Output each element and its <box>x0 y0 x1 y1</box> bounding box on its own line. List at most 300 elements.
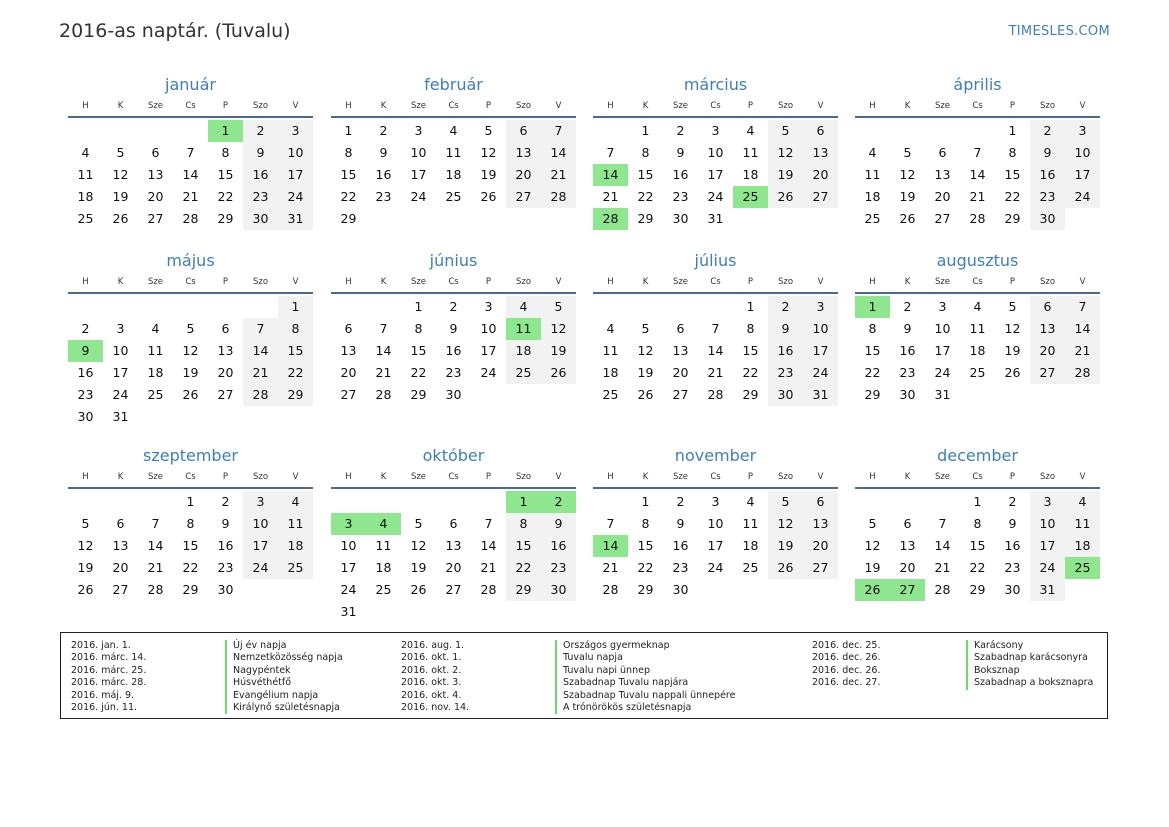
day-cell: 21 <box>375 365 392 380</box>
legend-date: 2016. dec. 26. <box>812 652 881 664</box>
legend-column <box>71 640 391 714</box>
day-cell: 17 <box>243 535 278 557</box>
weekday-label: P <box>747 101 754 111</box>
weekday-label: K <box>380 277 387 287</box>
holiday-day-cell: 3 <box>331 513 366 535</box>
day-cell: 24 <box>340 582 357 597</box>
day-cell: 4 <box>746 123 755 138</box>
day-cell: 14 <box>969 167 986 182</box>
legend-row <box>71 665 391 677</box>
day-cell: 24 <box>480 365 497 380</box>
holiday-day-cell: 1 <box>506 491 541 513</box>
day-cell: 2 <box>379 123 388 138</box>
weekday-label: H <box>607 472 614 482</box>
day-cell: 25 <box>864 211 881 226</box>
day-cell: 8 <box>1008 145 1017 160</box>
day-cell: 25 <box>506 362 541 384</box>
weekday-label: P <box>485 472 492 482</box>
day-cell: 10 <box>340 538 357 553</box>
day-cell: 31 <box>340 604 357 619</box>
empty-cell <box>103 491 138 513</box>
holiday-day-cell: 25 <box>733 186 768 208</box>
day-cell: 28 <box>707 387 724 402</box>
day-cell: 17 <box>934 343 951 358</box>
day-cell: 20 <box>803 535 838 557</box>
empty-cell <box>698 296 733 318</box>
legend-row <box>71 690 391 702</box>
weekday-label: K <box>904 472 911 482</box>
empty-cell <box>138 296 173 318</box>
day-cell: 26 <box>768 557 803 579</box>
day-cell: 15 <box>1004 167 1021 182</box>
day-cell: 8 <box>641 516 650 531</box>
day-cell: 19 <box>182 365 199 380</box>
day-cell: 28 <box>934 582 951 597</box>
day-grid <box>68 491 313 601</box>
weekday-label: H <box>82 472 89 482</box>
day-cell: 30 <box>243 208 278 230</box>
day-cell: 6 <box>676 321 685 336</box>
weekday-label: V <box>555 472 562 482</box>
day-cell: 28 <box>182 211 199 226</box>
day-cell: 31 <box>1030 579 1065 601</box>
header-divider <box>331 487 576 489</box>
month-title: május <box>166 251 215 270</box>
day-cell: 3 <box>243 491 278 513</box>
day-cell: 4 <box>1065 491 1100 513</box>
day-cell: 1 <box>641 123 650 138</box>
legend-date: 2016. jan. 1. <box>71 640 131 651</box>
day-cell: 4 <box>746 494 755 509</box>
day-cell: 15 <box>969 538 986 553</box>
day-cell: 22 <box>742 365 759 380</box>
day-cell: 30 <box>445 387 462 402</box>
weekday-label: H <box>82 277 89 287</box>
day-cell: 12 <box>77 538 94 553</box>
empty-cell <box>628 296 663 318</box>
legend-holiday-name: Nagypéntek <box>225 665 291 677</box>
day-cell: 27 <box>217 387 234 402</box>
brand-link[interactable]: TIMESLES.COM <box>1008 24 1110 39</box>
legend-holiday-name: Tuvalu napi ünnep <box>555 665 650 677</box>
day-cell: 10 <box>707 516 724 531</box>
day-cell: 3 <box>1030 491 1065 513</box>
weekday-label: Szo <box>252 277 269 287</box>
day-cell: 5 <box>484 123 493 138</box>
day-cell: 10 <box>707 145 724 160</box>
weekday-label: Szo <box>777 277 794 287</box>
weekday-label: Sze <box>410 472 427 482</box>
weekday-header <box>68 471 313 484</box>
day-cell: 13 <box>506 142 541 164</box>
day-cell: 19 <box>410 560 427 575</box>
day-cell: 21 <box>147 560 164 575</box>
weekday-label: Cs <box>448 277 459 287</box>
legend-holiday-name: Karácsony <box>966 640 1023 652</box>
day-cell: 18 <box>375 560 392 575</box>
legend-holiday-name: Nemzetközösség napja <box>225 652 343 664</box>
day-cell: 30 <box>541 579 576 601</box>
weekday-label: V <box>292 277 299 287</box>
legend-date: 2016. dec. 25. <box>812 640 881 651</box>
weekday-label: P <box>222 472 229 482</box>
day-cell: 8 <box>221 145 230 160</box>
weekday-label: K <box>117 472 124 482</box>
day-cell: 6 <box>344 321 353 336</box>
day-cell: 18 <box>602 365 619 380</box>
month-title: június <box>429 251 478 270</box>
day-cell: 17 <box>480 343 497 358</box>
weekday-label: K <box>642 277 649 287</box>
day-cell: 11 <box>864 167 881 182</box>
day-cell: 12 <box>182 343 199 358</box>
day-grid <box>331 120 576 230</box>
day-cell: 6 <box>151 145 160 160</box>
day-cell: 6 <box>803 120 838 142</box>
legend-holiday-name: Szabadnap Tuvalu nappali ünnepére <box>555 690 735 702</box>
day-cell: 2 <box>768 296 803 318</box>
day-grid <box>593 296 838 406</box>
day-cell: 25 <box>969 365 986 380</box>
day-cell: 19 <box>112 189 129 204</box>
day-cell: 28 <box>480 582 497 597</box>
weekday-header <box>68 100 313 113</box>
weekday-label: H <box>607 277 614 287</box>
weekday-label: Szo <box>1039 472 1056 482</box>
day-cell: 8 <box>344 145 353 160</box>
day-cell: 18 <box>742 538 759 553</box>
holiday-day-cell: 14 <box>593 535 628 557</box>
weekday-label: V <box>1079 277 1086 287</box>
day-cell: 7 <box>151 516 160 531</box>
day-cell: 3 <box>116 321 125 336</box>
legend-date: 2016. márc. 25. <box>71 664 147 676</box>
day-cell: 7 <box>243 318 278 340</box>
day-cell: 9 <box>221 516 230 531</box>
day-cell: 22 <box>506 557 541 579</box>
day-cell: 16 <box>1030 164 1065 186</box>
day-cell: 2 <box>449 299 458 314</box>
day-cell: 3 <box>1065 120 1100 142</box>
day-cell: 7 <box>541 120 576 142</box>
empty-cell <box>890 120 925 142</box>
day-grid <box>331 491 576 623</box>
day-cell: 13 <box>445 538 462 553</box>
day-cell: 23 <box>1004 560 1021 575</box>
day-cell: 26 <box>541 362 576 384</box>
day-cell: 14 <box>182 167 199 182</box>
empty-cell <box>960 120 995 142</box>
day-cell: 1 <box>414 299 423 314</box>
day-cell: 7 <box>1065 296 1100 318</box>
weekday-label: K <box>904 101 911 111</box>
header-divider <box>68 116 313 118</box>
weekday-label: V <box>817 277 824 287</box>
legend-holiday-name: Királynő születésnapja <box>225 702 340 714</box>
day-cell: 23 <box>899 365 916 380</box>
legend-row <box>401 702 721 714</box>
empty-cell <box>436 491 471 513</box>
legend-date: 2016. márc. 28. <box>71 677 147 689</box>
day-cell: 31 <box>803 384 838 406</box>
day-cell: 25 <box>278 557 313 579</box>
day-cell: 23 <box>217 560 234 575</box>
day-cell: 18 <box>506 340 541 362</box>
empty-cell <box>138 120 173 142</box>
day-cell: 23 <box>375 189 392 204</box>
day-cell: 17 <box>278 164 313 186</box>
legend-row <box>812 677 1132 689</box>
day-cell: 11 <box>742 145 759 160</box>
day-cell: 24 <box>410 189 427 204</box>
empty-cell <box>593 296 628 318</box>
holiday-day-cell: 1 <box>208 120 243 142</box>
day-cell: 24 <box>1030 557 1065 579</box>
weekday-label: P <box>222 277 229 287</box>
day-cell: 18 <box>445 167 462 182</box>
weekday-label: P <box>485 277 492 287</box>
day-cell: 18 <box>278 535 313 557</box>
header-divider <box>855 292 1100 294</box>
day-grid <box>593 491 838 601</box>
month-title: február <box>424 75 483 94</box>
day-cell: 11 <box>375 538 392 553</box>
weekday-label: V <box>292 101 299 111</box>
day-cell: 26 <box>480 189 497 204</box>
day-cell: 5 <box>81 516 90 531</box>
day-cell: 2 <box>676 123 685 138</box>
legend-row <box>812 640 1132 652</box>
day-cell: 1 <box>186 494 195 509</box>
day-cell: 11 <box>602 343 619 358</box>
day-cell: 5 <box>903 145 912 160</box>
day-cell: 18 <box>969 343 986 358</box>
weekday-label: V <box>1079 472 1086 482</box>
day-cell: 16 <box>1004 538 1021 553</box>
day-cell: 15 <box>278 340 313 362</box>
day-cell: 24 <box>803 362 838 384</box>
weekday-label: Cs <box>972 101 983 111</box>
day-cell: 10 <box>803 318 838 340</box>
month-3 <box>593 75 838 230</box>
weekday-label: V <box>1079 101 1086 111</box>
day-cell: 31 <box>707 211 724 226</box>
day-cell: 5 <box>768 120 803 142</box>
day-cell: 1 <box>973 494 982 509</box>
weekday-label: P <box>222 101 229 111</box>
empty-cell <box>855 120 890 142</box>
day-cell: 12 <box>768 513 803 535</box>
day-cell: 21 <box>602 189 619 204</box>
day-cell: 20 <box>506 164 541 186</box>
weekday-label: Szo <box>1039 277 1056 287</box>
weekday-label: Szo <box>777 472 794 482</box>
day-cell: 19 <box>864 560 881 575</box>
month-5 <box>68 251 313 428</box>
day-cell: 20 <box>899 560 916 575</box>
day-cell: 9 <box>541 513 576 535</box>
day-cell: 13 <box>217 343 234 358</box>
day-cell: 29 <box>217 211 234 226</box>
day-cell: 9 <box>676 145 685 160</box>
day-cell: 14 <box>375 343 392 358</box>
day-cell: 26 <box>899 211 916 226</box>
legend-holiday-name: Boksznap <box>966 665 1020 677</box>
legend-row <box>71 702 391 714</box>
day-cell: 27 <box>445 582 462 597</box>
weekday-header <box>593 471 838 484</box>
day-cell: 8 <box>641 145 650 160</box>
day-cell: 4 <box>506 296 541 318</box>
day-cell: 7 <box>938 516 947 531</box>
day-cell: 2 <box>243 120 278 142</box>
day-cell: 7 <box>484 516 493 531</box>
day-cell: 17 <box>803 340 838 362</box>
day-cell: 17 <box>340 560 357 575</box>
empty-cell <box>925 491 960 513</box>
day-cell: 28 <box>969 211 986 226</box>
day-cell: 22 <box>637 560 654 575</box>
legend-column <box>812 640 1132 690</box>
weekday-label: V <box>817 472 824 482</box>
day-cell: 16 <box>768 340 803 362</box>
day-cell: 22 <box>864 365 881 380</box>
day-cell: 16 <box>243 164 278 186</box>
holiday-day-cell: 26 <box>855 579 890 601</box>
day-cell: 25 <box>77 211 94 226</box>
day-cell: 10 <box>410 145 427 160</box>
empty-cell <box>331 491 366 513</box>
day-grid <box>68 120 313 230</box>
month-title: október <box>422 446 485 465</box>
weekday-label: K <box>117 101 124 111</box>
empty-cell <box>593 491 628 513</box>
empty-cell <box>68 296 103 318</box>
day-cell: 10 <box>112 343 129 358</box>
empty-cell <box>366 296 401 318</box>
day-cell: 23 <box>541 557 576 579</box>
day-cell: 19 <box>77 560 94 575</box>
weekday-header <box>855 100 1100 113</box>
day-cell: 12 <box>480 145 497 160</box>
empty-cell <box>925 120 960 142</box>
day-cell: 31 <box>112 409 129 424</box>
weekday-label: Cs <box>185 101 196 111</box>
weekday-label: H <box>869 101 876 111</box>
day-cell: 12 <box>864 538 881 553</box>
day-grid <box>593 120 838 230</box>
header-divider <box>593 292 838 294</box>
weekday-label: K <box>380 472 387 482</box>
day-cell: 25 <box>445 189 462 204</box>
holiday-day-cell: 2 <box>541 491 576 513</box>
day-cell: 13 <box>340 343 357 358</box>
empty-cell <box>243 296 278 318</box>
day-cell: 14 <box>707 343 724 358</box>
day-cell: 7 <box>606 145 615 160</box>
day-cell: 17 <box>410 167 427 182</box>
day-cell: 19 <box>480 167 497 182</box>
day-cell: 24 <box>707 560 724 575</box>
day-cell: 8 <box>868 321 877 336</box>
empty-cell <box>208 296 243 318</box>
day-cell: 1 <box>1008 123 1017 138</box>
day-cell: 29 <box>278 384 313 406</box>
day-cell: 11 <box>147 343 164 358</box>
weekday-label: V <box>555 101 562 111</box>
day-cell: 15 <box>217 167 234 182</box>
day-cell: 9 <box>449 321 458 336</box>
day-cell: 23 <box>1030 186 1065 208</box>
weekday-label: H <box>345 277 352 287</box>
legend-column <box>401 640 736 714</box>
empty-cell <box>471 491 506 513</box>
day-cell: 14 <box>934 538 951 553</box>
day-cell: 28 <box>375 387 392 402</box>
day-cell: 30 <box>77 409 94 424</box>
legend-row <box>812 652 1132 664</box>
day-cell: 27 <box>340 387 357 402</box>
holiday-day-cell: 1 <box>855 296 890 318</box>
weekday-header <box>855 471 1100 484</box>
day-cell: 21 <box>707 365 724 380</box>
day-cell: 9 <box>243 142 278 164</box>
day-cell: 14 <box>541 142 576 164</box>
day-cell: 29 <box>340 211 357 226</box>
day-cell: 18 <box>77 189 94 204</box>
day-cell: 7 <box>711 321 720 336</box>
day-cell: 28 <box>541 186 576 208</box>
day-cell: 29 <box>182 582 199 597</box>
day-cell: 6 <box>903 516 912 531</box>
day-cell: 20 <box>1030 340 1065 362</box>
day-cell: 20 <box>445 560 462 575</box>
day-cell: 16 <box>672 538 689 553</box>
day-cell: 19 <box>768 535 803 557</box>
header-divider <box>855 487 1100 489</box>
day-cell: 4 <box>278 491 313 513</box>
day-cell: 21 <box>480 560 497 575</box>
weekday-label: Sze <box>410 101 427 111</box>
day-cell: 30 <box>672 211 689 226</box>
day-cell: 14 <box>147 538 164 553</box>
weekday-label: H <box>869 472 876 482</box>
day-cell: 6 <box>449 516 458 531</box>
day-cell: 14 <box>243 340 278 362</box>
day-cell: 10 <box>1065 142 1100 164</box>
weekday-label: Szo <box>777 101 794 111</box>
day-cell: 14 <box>1065 318 1100 340</box>
month-title: március <box>683 75 748 94</box>
day-cell: 27 <box>147 211 164 226</box>
day-cell: 4 <box>449 123 458 138</box>
legend-date: 2016. dec. 27. <box>812 677 881 689</box>
month-10 <box>331 446 576 623</box>
day-cell: 6 <box>938 145 947 160</box>
day-cell: 29 <box>410 387 427 402</box>
weekday-label: V <box>555 277 562 287</box>
month-4 <box>855 75 1100 230</box>
weekday-label: H <box>82 101 89 111</box>
day-cell: 24 <box>243 557 278 579</box>
legend-date: 2016. okt. 4. <box>401 689 462 701</box>
day-cell: 15 <box>864 343 881 358</box>
page-title: 2016-as naptár. (Tuvalu) <box>59 20 291 42</box>
weekday-header <box>68 276 313 289</box>
day-cell: 29 <box>506 579 541 601</box>
day-cell: 21 <box>602 560 619 575</box>
day-cell: 9 <box>1030 142 1065 164</box>
